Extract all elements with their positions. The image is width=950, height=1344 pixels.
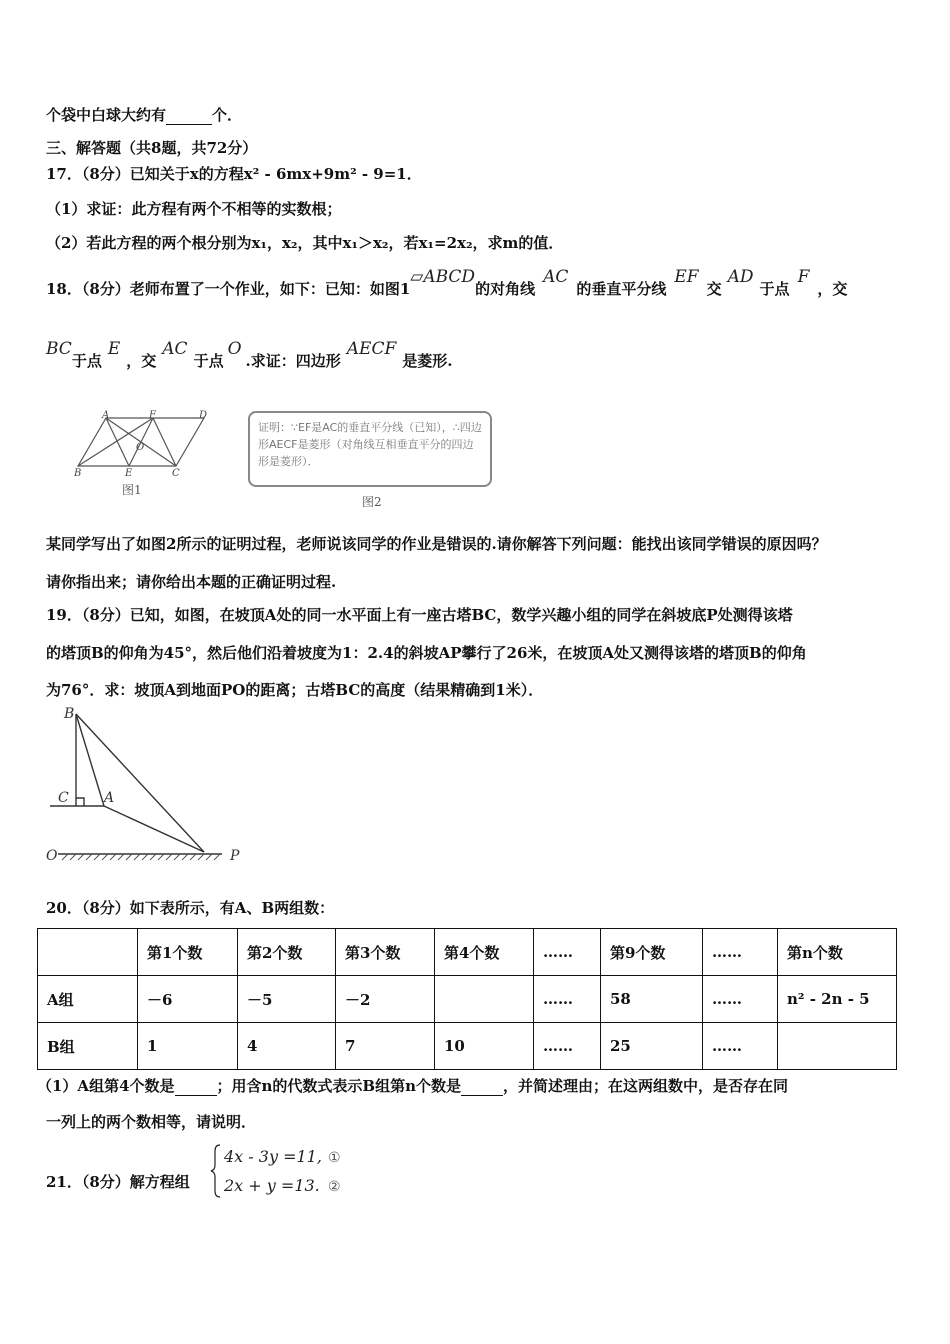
table-cell: 7 [336,1023,435,1070]
math-bc: BC [46,339,72,359]
table-cell: 第4个数 [435,929,534,976]
q18-text: 交 [706,280,722,298]
answer-blank [166,106,212,125]
q18-text: .求证：四边形 [245,352,341,370]
table-cell: －2 [336,976,435,1023]
fig2-caption: 图2 [362,495,382,509]
q18-follow2: 请你指出来；请你给出本题的正确证明过程. [46,573,337,591]
equation-1: 4x - 3y =11, [224,1147,322,1166]
table-cell: …… [703,929,778,976]
q18-line1 [46,266,847,306]
q16-tail: 个袋中白球大约有 [46,106,167,124]
table-header-row [38,929,897,976]
table-cell: …… [703,976,778,1023]
table-cell: A组 [38,976,138,1023]
answer-blank [461,1077,503,1096]
q18-text: ，交 [817,280,848,298]
table-cell [435,976,534,1023]
q19-line3: 为76°．求：坡顶A到地面PO的距离；古塔BC的高度（结果精确到1米）． [46,681,544,699]
table-cell: n² - 2n - 5 [778,976,897,1023]
table-cell: 10 [435,1023,534,1070]
q17-title: 17．（8分）已知关于x的方程x² - 6mx+9m² - 9=1． [46,165,422,183]
fig19-label-o: O [46,848,58,864]
math-ac: AC [162,339,188,359]
q18-line2 [46,338,453,378]
table-row-b [38,1023,897,1070]
table-cell: －5 [238,976,336,1023]
q17-part2: （2）若此方程的两个根分别为x₁，x₂，其中x₁＞x₂，若x₁=2x₂，求m的值． [46,234,564,252]
q18-text: 于点 [193,352,224,370]
table-cell: B组 [38,1023,138,1070]
table-row-a [38,976,897,1023]
q18-text: ，交 [126,352,157,370]
fig1-label-f: F [149,410,156,421]
fig19-label-p: P [230,848,240,864]
math-aecf: AECF [346,339,397,359]
math-e: E [107,339,121,359]
equation-2-number: ② [328,1179,341,1195]
table-cell: 第3个数 [336,929,435,976]
q20-title: 20．（8分）如下表所示，有A、B两组数： [46,899,335,917]
section-heading: 三、解答题（共8题，共72分） [46,139,258,157]
q18-follow1: 某同学写出了如图2所示的证明过程，老师说该同学的作业是错误的.请你解答下列问题：能找出该同学错误的原因吗？ [46,535,827,553]
table-cell: 58 [601,976,703,1023]
table-cell: 1 [138,1023,238,1070]
q18-text: 于点 [71,352,102,370]
q18-text: 是菱形. [402,352,453,370]
q20-text: ；用含n的代数式表示B组第n个数是 [216,1077,462,1095]
fig1-label-e: E [125,468,133,479]
q21-label: 21．（8分）解方程组 [46,1173,190,1191]
table-cell: 第9个数 [601,929,703,976]
fig1-label-d: D [199,410,208,421]
fig19-label-b: B [64,706,75,722]
equation-system [210,1143,360,1199]
q20-text: （1）A组第4个数是 [37,1077,175,1095]
table-cell: …… [534,976,601,1023]
table-cell: －6 [138,976,238,1023]
q18-text: 的垂直平分线 [576,280,667,298]
answer-blank [175,1077,217,1096]
table-cell: …… [703,1023,778,1070]
table-cell: …… [534,929,601,976]
figure-2-proof-box: 证明：∵EF是AC的垂直平分线（已知），∴四边形AECF是菱形（对角线互相垂直平分的四边形是菱形）． [248,411,492,487]
table-cell: 25 [601,1023,703,1070]
q16-tail-line [46,104,242,125]
fig1-caption: 图1 [122,483,142,497]
table-cell: …… [534,1023,601,1070]
q18-text: 于点 [759,280,790,298]
math-ef: EF [674,267,699,287]
figure-tower-slope [44,702,254,872]
fig1-label-b: B [74,468,82,479]
fig19-label-c: C [58,790,69,806]
math-o: O [227,339,242,359]
q16-end: 个． [212,106,243,124]
fig1-label-o: O [136,442,145,453]
math-ad: AD [727,267,754,287]
table-cell [778,1023,897,1070]
equation-1-number: ① [328,1150,341,1166]
table-cell: 第n个数 [778,929,897,976]
math-parallelogram: ▱ABCD [410,267,476,287]
math-f: F [797,267,810,287]
q19-line2: 的塔顶B的仰角为45°，然后他们沿着坡度为1：2.4的斜坡AP攀行了26米，在坡顶A处又测得该塔的塔顶B的仰角 [46,644,807,662]
q20-question-line1 [37,1075,788,1096]
equation-2: 2x + y =13. [224,1176,320,1195]
q17-part1: （1）求证：此方程有两个不相等的实数根； [46,200,342,218]
table-cell: 第2个数 [238,929,336,976]
table-cell: 第1个数 [138,929,238,976]
figure-1-parallelogram [74,410,214,500]
fig1-label-c: C [172,468,180,479]
table-cell: 4 [238,1023,336,1070]
fig1-label-a: A [102,410,110,421]
table-cell [38,929,138,976]
q20-question-line2: 一列上的两个数相等，请说明． [46,1113,257,1131]
math-ac: AC [543,267,569,287]
q20-text: ，并简述理由；在这两组数中，是否存在同 [503,1077,789,1095]
q19-line1: 19．（8分）已知，如图，在坡顶A处的同一水平面上有一座古塔BC，数学兴趣小组的同学在斜坡底P处测得该塔 [46,606,793,624]
q20-table [37,928,897,1070]
fig19-label-a: A [104,790,115,806]
q18-text: 18．（8分）老师布置了一个作业，如下：已知：如图1 [46,280,411,298]
q18-text: 的对角线 [475,280,536,298]
